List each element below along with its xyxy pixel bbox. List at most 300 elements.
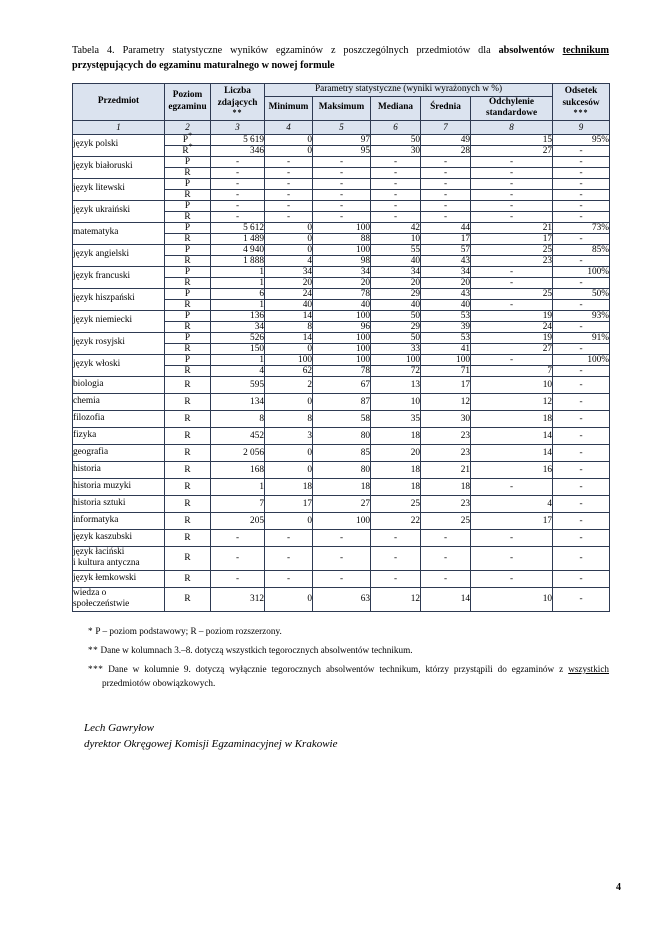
table-cell-stddev: 10 [471, 376, 553, 393]
table-cell-count: 452 [211, 427, 265, 444]
table-cell-mean: - [421, 178, 471, 189]
table-cell-subject: język polski [73, 134, 165, 156]
table-cell-success: - [553, 427, 610, 444]
table-cell-subject: geografia [73, 444, 165, 461]
table-cell-count: - [211, 167, 265, 178]
table-cell-mean: 17 [421, 233, 471, 244]
table-cell-level: R [165, 189, 211, 200]
statistics-table [72, 83, 610, 612]
table-cell-mean: 14 [421, 587, 471, 611]
table-cell-success: - [553, 529, 610, 546]
table-cell-stddev: - [471, 546, 553, 570]
header-minimum: Minimum [265, 96, 313, 120]
table-cell-minimum: 8 [265, 410, 313, 427]
table-cell-count: 8 [211, 410, 265, 427]
table-cell-success: - [553, 343, 610, 354]
table-cell-stddev: 14 [471, 427, 553, 444]
table-cell-count: 1 [211, 354, 265, 365]
table-cell-maximum: 63 [313, 587, 371, 611]
table-cell-count: - [211, 178, 265, 189]
table-cell-success: - [553, 145, 610, 156]
header-median: Mediana [371, 96, 421, 120]
table-cell-count: 34 [211, 321, 265, 332]
colnum-9: 9 [553, 120, 610, 134]
table-cell-minimum: 0 [265, 222, 313, 233]
table-cell-count: 150 [211, 343, 265, 354]
table-cell-mean: 12 [421, 393, 471, 410]
table-caption [72, 44, 609, 73]
table-body [73, 130, 610, 611]
table-cell-median: 22 [371, 512, 421, 529]
colnum-2: 2 [165, 120, 211, 134]
table-cell-count: 4 940 [211, 244, 265, 255]
table-cell-success: - [553, 587, 610, 611]
table-cell-count: 1 [211, 277, 265, 288]
table-cell-maximum: 67 [313, 376, 371, 393]
table-cell-mean: - [421, 546, 471, 570]
table-cell-median: 12 [371, 587, 421, 611]
table-row [73, 570, 610, 587]
table-cell-stddev: 19 [471, 332, 553, 343]
table-cell-maximum: 20 [313, 277, 371, 288]
table-cell-median: 50 [371, 310, 421, 321]
table-row [73, 354, 610, 365]
table-cell-subject: język rosyjski [73, 332, 165, 354]
table-cell-success: 100% [553, 354, 610, 365]
table-cell-maximum: 78 [313, 288, 371, 299]
table-cell-count: 1 [211, 299, 265, 310]
footnote-3-underlined: wszystkich [568, 663, 610, 674]
header-count-label: Liczba zdających [217, 86, 258, 108]
table-cell-success: 93% [553, 310, 610, 321]
table-cell-level: R [165, 444, 211, 461]
table-cell-level: P [165, 354, 211, 365]
table-cell-minimum: 14 [265, 310, 313, 321]
table-cell-stddev: 25 [471, 244, 553, 255]
table-cell-success: - [553, 200, 610, 211]
table-row [73, 266, 610, 277]
table-cell-count: 1 [211, 478, 265, 495]
table-cell-level: R [165, 410, 211, 427]
table-cell-stddev: 4 [471, 495, 553, 512]
table-cell-level: R [165, 512, 211, 529]
table-cell-count: - [211, 189, 265, 200]
table-cell-minimum: 0 [265, 134, 313, 145]
table-cell-level: R [165, 529, 211, 546]
table-cell-success: - [553, 255, 610, 266]
table-cell-minimum: 2 [265, 376, 313, 393]
table-cell-stddev: 25 [471, 288, 553, 299]
table-cell-subject: język hiszpański [73, 288, 165, 310]
table-cell-minimum: - [265, 167, 313, 178]
table-cell-stddev: 15 [471, 134, 553, 145]
table-cell-success: - [553, 211, 610, 222]
table-cell-count: 168 [211, 461, 265, 478]
header-success-stars: *** [573, 108, 589, 118]
table-cell-minimum: 34 [265, 266, 313, 277]
table-cell-minimum: 0 [265, 145, 313, 156]
table-cell-minimum: 0 [265, 444, 313, 461]
table-cell-median: 20 [371, 444, 421, 461]
table-cell-mean: - [421, 167, 471, 178]
table-cell-count: 346 [211, 145, 265, 156]
table-cell-level: R [165, 376, 211, 393]
table-cell-minimum: 20 [265, 277, 313, 288]
table-cell-count: - [211, 200, 265, 211]
table-cell-maximum: - [313, 570, 371, 587]
table-cell-minimum: 0 [265, 343, 313, 354]
table-cell-mean: - [421, 189, 471, 200]
table-cell-mean: 18 [421, 478, 471, 495]
page-number: 4 [616, 882, 621, 893]
table-cell-success: 95% [553, 134, 610, 145]
table-cell-minimum: 3 [265, 427, 313, 444]
table-column-number-row [73, 120, 610, 134]
table-cell-mean: - [421, 211, 471, 222]
table-cell-stddev: 23 [471, 255, 553, 266]
table-cell-level: P [165, 222, 211, 233]
table-cell-maximum: - [313, 546, 371, 570]
table-cell-success: 50% [553, 288, 610, 299]
table-cell-level: P* [165, 134, 211, 145]
table-row [73, 495, 610, 512]
table-cell-mean: 100 [421, 354, 471, 365]
table-cell-success: - [553, 365, 610, 376]
table-cell-minimum: 14 [265, 332, 313, 343]
table-cell-count: - [211, 546, 265, 570]
table-row [73, 461, 610, 478]
table-cell-subject: filozofia [73, 410, 165, 427]
table-cell-maximum: - [313, 178, 371, 189]
table-row [73, 244, 610, 255]
table-cell-count: 312 [211, 587, 265, 611]
table-cell-level: R [165, 427, 211, 444]
table-cell-success: - [553, 178, 610, 189]
table-cell-level: P [165, 332, 211, 343]
header-count-stars: ** [232, 108, 243, 118]
table-cell-mean: 40 [421, 299, 471, 310]
table-cell-subject: język łaciński i kultura antyczna [73, 546, 165, 570]
table-cell-maximum: - [313, 189, 371, 200]
table-cell-success: - [553, 393, 610, 410]
table-cell-minimum: - [265, 189, 313, 200]
table-cell-minimum: 18 [265, 478, 313, 495]
table-cell-stddev: 7 [471, 365, 553, 376]
table-cell-subject: język kaszubski [73, 529, 165, 546]
signature-name: Lech Gawryłow [84, 721, 154, 734]
table-cell-stddev: - [471, 277, 553, 288]
table-cell-median: 18 [371, 427, 421, 444]
table-cell-minimum: 24 [265, 288, 313, 299]
table-row [73, 200, 610, 211]
table-row [73, 444, 610, 461]
colnum-4: 4 [265, 120, 313, 134]
table-cell-median: 29 [371, 321, 421, 332]
table-cell-mean: 23 [421, 495, 471, 512]
table-cell-level: R [165, 461, 211, 478]
table-cell-subject: język angielski [73, 244, 165, 266]
table-cell-median: 50 [371, 134, 421, 145]
table-row [73, 410, 610, 427]
table-cell-maximum: - [313, 167, 371, 178]
table-cell-mean: - [421, 200, 471, 211]
table-cell-stddev: - [471, 211, 553, 222]
table-cell-level: R [165, 365, 211, 376]
table-cell-success: - [553, 546, 610, 570]
table-cell-minimum: 8 [265, 321, 313, 332]
footnote-3-text-part1: Dane w kolumnie 9. dotyczą wyłącznie tegorocznych absolwentów technikum, którzy przystąpili do egzaminów z [108, 663, 569, 674]
table-cell-minimum: 0 [265, 587, 313, 611]
table-cell-median: 42 [371, 222, 421, 233]
table-cell-count: 205 [211, 512, 265, 529]
table-cell-median: 29 [371, 288, 421, 299]
table-cell-subject: język łemkowski [73, 570, 165, 587]
table-cell-success: - [553, 444, 610, 461]
table-row [73, 288, 610, 299]
table-cell-subject: język niemiecki [73, 310, 165, 332]
table-cell-maximum: 18 [313, 478, 371, 495]
table-cell-level: R [165, 546, 211, 570]
table-cell-level: R [165, 233, 211, 244]
table-cell-count: 1 489 [211, 233, 265, 244]
table-cell-level: R [165, 299, 211, 310]
header-success [553, 84, 610, 121]
table-cell-success: - [553, 167, 610, 178]
footnotes [72, 624, 609, 690]
table-cell-stddev: - [471, 354, 553, 365]
table-cell-mean: 71 [421, 365, 471, 376]
table-row [73, 427, 610, 444]
colnum-8: 8 [471, 120, 553, 134]
table-cell-success: - [553, 376, 610, 393]
table-row [73, 178, 610, 189]
table-cell-maximum: 27 [313, 495, 371, 512]
table-cell-median: 25 [371, 495, 421, 512]
table-cell-count: - [211, 570, 265, 587]
caption-bold-1: absolwentów [498, 45, 555, 56]
table-cell-mean: 53 [421, 310, 471, 321]
table-cell-maximum: 80 [313, 461, 371, 478]
table-cell-median: 40 [371, 255, 421, 266]
table-cell-maximum: 100 [313, 343, 371, 354]
table-cell-success: - [553, 277, 610, 288]
table-cell-median: 18 [371, 478, 421, 495]
table-cell-level: P [165, 200, 211, 211]
table-cell-mean: 30 [421, 410, 471, 427]
table-cell-level: R [165, 277, 211, 288]
footnote-1-marker: * [88, 625, 94, 636]
table-cell-count: 7 [211, 495, 265, 512]
table-cell-maximum: 100 [313, 512, 371, 529]
table-cell-median: - [371, 178, 421, 189]
table-cell-minimum: 17 [265, 495, 313, 512]
table-cell-minimum: - [265, 200, 313, 211]
table-cell-median: 10 [371, 393, 421, 410]
table-cell-median: 40 [371, 299, 421, 310]
table-cell-stddev: - [471, 570, 553, 587]
table-cell-count: 4 [211, 365, 265, 376]
table-cell-median: 55 [371, 244, 421, 255]
table-cell-stddev: 27 [471, 343, 553, 354]
table-cell-median: - [371, 546, 421, 570]
header-mean: Średnia [421, 96, 471, 120]
table-cell-success: - [553, 570, 610, 587]
table-cell-count: 5 619 [211, 134, 265, 145]
table-cell-level: R [165, 587, 211, 611]
table-cell-mean: - [421, 156, 471, 167]
table-row [73, 393, 610, 410]
table-cell-mean: 20 [421, 277, 471, 288]
table-cell-maximum: 58 [313, 410, 371, 427]
table-cell-success: - [553, 410, 610, 427]
table-cell-subject: język białoruski [73, 156, 165, 178]
table-row [73, 156, 610, 167]
table-cell-median: - [371, 200, 421, 211]
table-cell-median: - [371, 189, 421, 200]
table-cell-maximum: 95 [313, 145, 371, 156]
table-cell-mean: 43 [421, 288, 471, 299]
table-cell-stddev: - [471, 167, 553, 178]
table-cell-mean: 49 [421, 134, 471, 145]
table-cell-mean: 34 [421, 266, 471, 277]
table-cell-level: P [165, 156, 211, 167]
table-cell-level: R [165, 255, 211, 266]
table-cell-count: 595 [211, 376, 265, 393]
table-cell-mean: 44 [421, 222, 471, 233]
table-cell-success: - [553, 189, 610, 200]
table-cell-count: 1 888 [211, 255, 265, 266]
table-cell-count: - [211, 529, 265, 546]
table-cell-success: - [553, 299, 610, 310]
table-cell-minimum: 40 [265, 299, 313, 310]
footnote-2-text: Dane w kolumnach 3.–8. dotyczą wszystkich tegorocznych absolwentów technikum. [100, 644, 413, 655]
table-header-row-1 [73, 84, 610, 97]
table-cell-minimum: 0 [265, 393, 313, 410]
caption-prefix: Tabela 4. Parametry statystyczne wyników egzaminów z poszczególnych przedmiotów dla [72, 45, 499, 56]
table-cell-minimum: 0 [265, 244, 313, 255]
table-cell-count: 2 056 [211, 444, 265, 461]
table-cell-minimum: - [265, 570, 313, 587]
table-cell-mean: 23 [421, 444, 471, 461]
table-cell-subject: język francuski [73, 266, 165, 288]
table-cell-median: 33 [371, 343, 421, 354]
table-cell-success: - [553, 478, 610, 495]
table-cell-maximum: 100 [313, 310, 371, 321]
table-cell-stddev: - [471, 266, 553, 277]
table-cell-stddev: 16 [471, 461, 553, 478]
table-cell-level: R [165, 393, 211, 410]
table-cell-mean: 39 [421, 321, 471, 332]
table-cell-minimum: 0 [265, 461, 313, 478]
table-cell-maximum: 100 [313, 222, 371, 233]
table-cell-minimum: - [265, 546, 313, 570]
table-cell-maximum: 98 [313, 255, 371, 266]
footnote-2-marker: ** [88, 644, 99, 655]
table-cell-subject: fizyka [73, 427, 165, 444]
table-cell-mean: 25 [421, 512, 471, 529]
table-cell-stddev: 24 [471, 321, 553, 332]
table-cell-level: P [165, 178, 211, 189]
table-row [73, 134, 610, 145]
header-subject: Przedmiot [73, 84, 165, 121]
table-cell-level: R [165, 478, 211, 495]
footnote-1 [72, 624, 609, 638]
table-cell-success: - [553, 156, 610, 167]
table-cell-success: 73% [553, 222, 610, 233]
table-cell-maximum: 96 [313, 321, 371, 332]
table-cell-minimum: - [265, 156, 313, 167]
table-cell-subject: historia muzyki [73, 478, 165, 495]
table-cell-level: R [165, 343, 211, 354]
table-cell-mean: 53 [421, 332, 471, 343]
table-cell-mean: 41 [421, 343, 471, 354]
table-cell-count: 5 612 [211, 222, 265, 233]
colnum-1: 1 [73, 120, 165, 134]
table-cell-mean: 57 [421, 244, 471, 255]
table-cell-median: 35 [371, 410, 421, 427]
signature-block [72, 720, 609, 752]
table-cell-level: R [165, 321, 211, 332]
table-cell-subject: matematyka [73, 222, 165, 244]
table-cell-subject: informatyka [73, 512, 165, 529]
table-cell-minimum: 0 [265, 233, 313, 244]
table-cell-count: 134 [211, 393, 265, 410]
table-cell-success: 91% [553, 332, 610, 343]
colnum-7: 7 [421, 120, 471, 134]
table-cell-success: - [553, 321, 610, 332]
table-cell-level: P [165, 244, 211, 255]
table-row [73, 332, 610, 343]
table-cell-median: 20 [371, 277, 421, 288]
table-cell-level: R [165, 167, 211, 178]
footnote-3 [72, 662, 609, 690]
table-cell-stddev: 18 [471, 410, 553, 427]
table-cell-maximum: 100 [313, 244, 371, 255]
table-cell-median: - [371, 167, 421, 178]
header-success-label: Odsetek sukcesów [562, 86, 600, 108]
table-cell-stddev: - [471, 156, 553, 167]
table-row [73, 222, 610, 233]
table-cell-success: - [553, 512, 610, 529]
colnum-6: 6 [371, 120, 421, 134]
table-cell-stddev: 17 [471, 233, 553, 244]
table-cell-count: 136 [211, 310, 265, 321]
table-row [73, 546, 610, 570]
table-cell-stddev: - [471, 299, 553, 310]
table-cell-success: - [553, 461, 610, 478]
table-cell-mean: 43 [421, 255, 471, 266]
table-cell-stddev: - [471, 178, 553, 189]
table-cell-maximum: 100 [313, 332, 371, 343]
table-cell-subject: język ukraiński [73, 200, 165, 222]
table-cell-minimum: 62 [265, 365, 313, 376]
table-cell-level: R [165, 570, 211, 587]
table-cell-stddev: 17 [471, 512, 553, 529]
table-cell-median: - [371, 570, 421, 587]
table-cell-count: 6 [211, 288, 265, 299]
table-cell-stddev: - [471, 200, 553, 211]
table-cell-count: 1 [211, 266, 265, 277]
table-cell-maximum: 80 [313, 427, 371, 444]
table-cell-mean: 17 [421, 376, 471, 393]
table-cell-mean: 21 [421, 461, 471, 478]
table-cell-median: 13 [371, 376, 421, 393]
footnote-3-marker: *** [88, 663, 104, 674]
table-cell-success: - [553, 233, 610, 244]
table-cell-mean: - [421, 570, 471, 587]
header-level-label: Poziom egzaminu [168, 90, 207, 112]
table-cell-maximum: 40 [313, 299, 371, 310]
